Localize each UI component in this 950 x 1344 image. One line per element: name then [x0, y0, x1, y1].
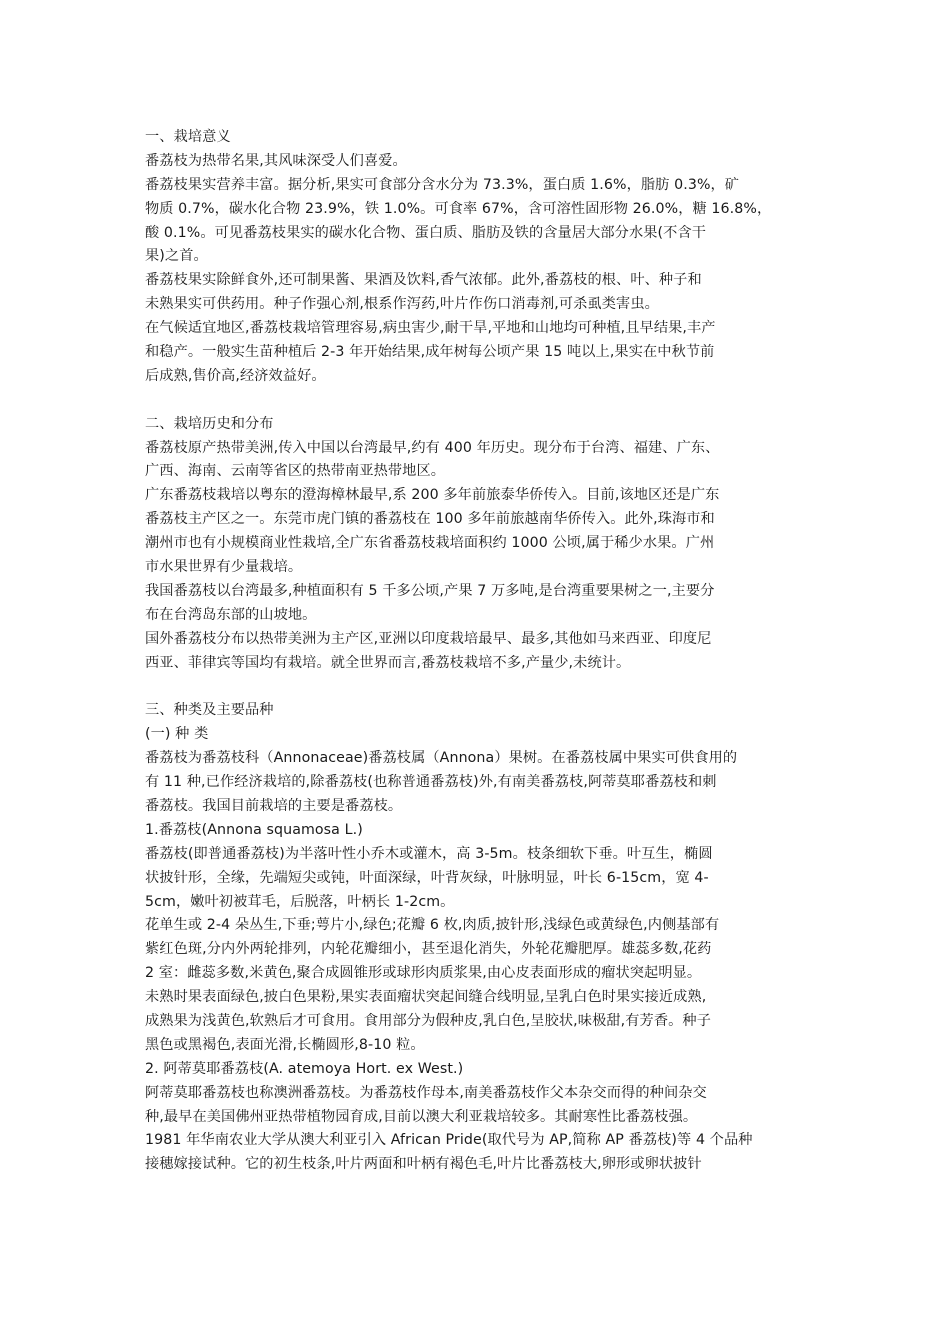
paragraph-line: 潮州市也有小规模商业性栽培,全广东省番荔枝栽培面积约 1000 公顷,属于稀少水果。广州 [145, 535, 715, 552]
paragraph-line: 市水果世界有少量栽培。 [145, 559, 303, 576]
paragraph-line: 后成熟,售价高,经济效益好。 [145, 367, 326, 384]
paragraph-line: 西亚、菲律宾等国均有栽培。就全世界而言,番荔枝栽培不多,产量少,未统计。 [145, 654, 631, 671]
paragraph-line: 我国番荔枝以台湾最多,种植面积有 5 千多公顷,产果 7 万多吨,是台湾重要果树之一,主要分 [145, 582, 715, 599]
paragraph-line: 番荔枝果实除鲜食外,还可制果酱、果酒及饮料,香气浓郁。此外,番荔枝的根、叶、种子和 [145, 272, 702, 289]
paragraph-line: 番荔枝。我国目前栽培的主要是番荔枝。 [145, 797, 403, 814]
paragraph-line: 成熟果为浅黄色,软熟后才可食用。食用部分为假种皮,乳白色,呈胶状,味极甜,有芳香。种子 [145, 1012, 711, 1029]
paragraph-line: 番荔枝主产区之一。东莞市虎门镇的番荔枝在 100 多年前旅越南华侨传入。此外,珠海市和 [145, 511, 715, 528]
paragraph-line: 和稳产。一般实生苗种植后 2-3 年开始结果,成年树每公顷产果 15 吨以上,果实在中秋节前 [145, 344, 715, 361]
paragraph-line: 花单生或 2-4 朵丛生,下垂;萼片小,绿色;花瓣 6 枚,肉质,披针形,浅绿色或黄绿色,内侧基部有 [145, 917, 720, 934]
paragraph-line: 阿蒂莫耶番荔枝也称澳洲番荔枝。为番荔枝作母本,南美番荔枝作父本杂交而得的种间杂交 [145, 1084, 707, 1101]
paragraph-line: 2 室：雌蕊多数,米黄色,聚合成圆锥形或球形肉质浆果,由心皮表面形成的瘤状突起明显。 [145, 965, 702, 982]
paragraph-line: 5cm，嫩叶初被茸毛，后脱落，叶柄长 1-2cm。 [145, 893, 455, 910]
paragraph-line: 物质 0.7%，碳水化合物 23.9%，铁 1.0%。可食率 67%，含可溶性固形物 26.0%，糖 16.8%， [145, 200, 772, 217]
subsection-heading-species: (一) 种 类 [145, 726, 209, 743]
blank-line [145, 389, 817, 413]
paragraph-line: 种,最早在美国佛州亚热带植物园育成,目前以澳大利亚栽培较多。其耐寒性比番荔枝强。 [145, 1108, 698, 1125]
paragraph-line: 番荔枝(即普通番荔枝)为半落叶性小乔木或灌木，高 3-5m。枝条细软下垂。叶互生，椭圆 [145, 845, 713, 862]
blank-line [145, 675, 817, 699]
paragraph-line: 接穗嫁接试种。它的初生枝条,叶片两面和叶柄有褐色毛,叶片比番荔枝大,卵形或卵状披针 [145, 1156, 702, 1173]
section-heading-history: 二、栽培历史和分布 [145, 415, 274, 432]
paragraph-line: 国外番荔枝分布以热带美洲为主产区,亚洲以印度栽培最早、最多,其他如马来西亚、印度尼 [145, 630, 712, 647]
paragraph-line: 黑色或黑褐色,表面光滑,长椭圆形,8-10 粒。 [145, 1036, 425, 1053]
paragraph-line: 番荔枝为热带名果,其风味深受人们喜爱。 [145, 152, 407, 169]
paragraph-line: 未熟果实可供药用。种子作强心剂,根系作泻药,叶片作伤口消毒剂,可杀虱类害虫。 [145, 296, 659, 313]
paragraph-line: 广西、海南、云南等省区的热带南亚热带地区。 [145, 463, 446, 480]
paragraph-line: 番荔枝原产热带美洲,传入中国以台湾最早,约有 400 年历史。现分布于台湾、福建、广东、 [145, 439, 720, 456]
paragraph-line: 1981 年华南农业大学从澳大利亚引入 African Pride(取代号为 AP,简称 AP 番荔枝)等 4 个品种 [145, 1132, 753, 1149]
document-page [145, 126, 817, 1177]
item-heading-annona-atemoya: 2. 阿蒂莫耶番荔枝(A. atemoya Hort. ex West.) [145, 1060, 464, 1077]
paragraph-line: 紫红色斑,分内外两轮排列，内轮花瓣细小，甚至退化消失，外轮花瓣肥厚。雄蕊多数,花药 [145, 941, 712, 958]
paragraph-line: 未熟时果表面绿色,披白色果粉,果实表面瘤状突起间缝合线明显,呈乳白色时果实接近成熟, [145, 989, 707, 1006]
paragraph-line: 在气候适宜地区,番荔枝栽培管理容易,病虫害少,耐干旱,平地和山地均可种植,且早结果,丰产 [145, 320, 716, 337]
paragraph-line: 状披针形，全缘，先端短尖或钝，叶面深绿，叶背灰绿，叶脉明显，叶长 6-15cm，宽 4- [145, 869, 709, 886]
paragraph-line: 酸 0.1%。可见番荔枝果实的碳水化合物、蛋白质、脂肪及铁的含量居大部分水果(不含干 [145, 224, 707, 241]
paragraph-line: 有 11 种,已作经济栽培的,除番荔枝(也称普通番荔枝)外,有南美番荔枝,阿蒂莫耶番荔枝和刺 [145, 774, 717, 791]
paragraph-line: 广东番荔枝栽培以粤东的澄海樟林最早,系 200 多年前旅泰华侨传入。目前,该地区还是广东 [145, 487, 720, 504]
item-heading-annona-squamosa: 1.番荔枝(Annona squamosa L.) [145, 821, 363, 838]
section-heading-significance: 一、栽培意义 [145, 129, 231, 145]
paragraph-line: 番荔枝果实营养丰富。据分析,果实可食部分含水分为 73.3%，蛋白质 1.6%，脂肪 0.3%，矿 [145, 176, 740, 193]
paragraph-line: 番荔枝为番荔枝科（Annonaceae)番荔枝属（Annona）果树。在番荔枝属中果实可供食用的 [145, 750, 738, 767]
section-heading-varieties: 三、种类及主要品种 [145, 702, 274, 719]
paragraph-line: 布在台湾岛东部的山坡地。 [145, 606, 317, 623]
paragraph-line: 果)之首。 [145, 248, 208, 265]
